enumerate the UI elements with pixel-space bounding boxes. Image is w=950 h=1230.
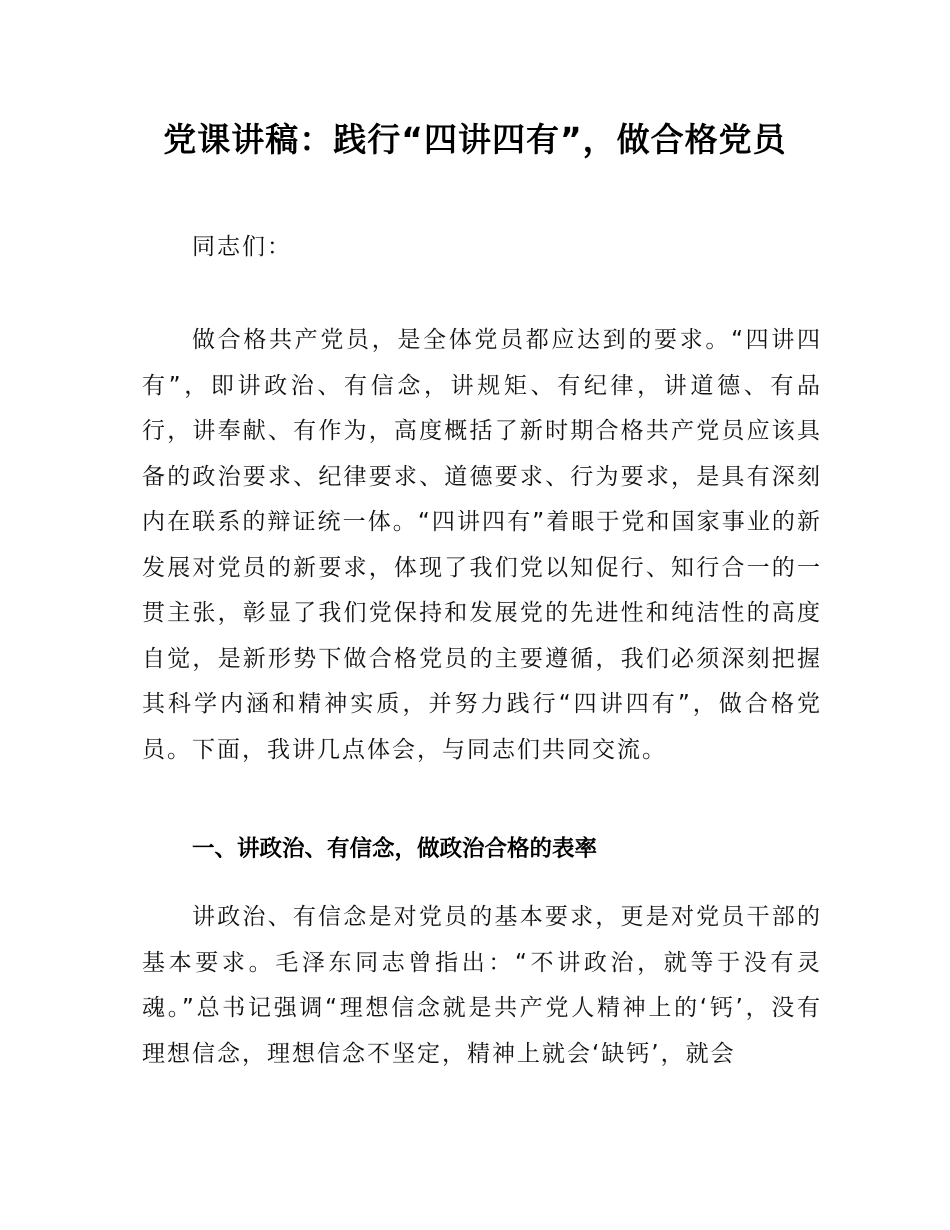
document-title: 党课讲稿：践行“四讲四有”，做合格党员 bbox=[163, 120, 787, 159]
greeting: 同志们： bbox=[192, 234, 292, 260]
section-heading-1: 一、讲政治、有信念，做政治合格的表率 bbox=[192, 836, 598, 862]
paragraph-intro: 做合格共产党员，是全体党员都应达到的要求。“四讲四有”，即讲政治、有信念，讲规矩、有纪律，讲道德、有品行，讲奉献、有作为，高度概括了新时期合格共产党员应该具备的政治要求、纪律要求、道德要求、行为要求，是具有深刻内在联系的辩证统一体。“四讲四有”着眼于党和国家事业的新发展对党员的新要求，体现了我们党以知促行、知行合一的一贯主张，彰显了我们党保持和发展党的先进性和纯洁性的高度自觉，是新形势下做合格党员的主要遵循，我们必须深刻把握其科学内涵和精神实质，并努力践行“四讲四有”，做合格党员。下面，我讲几点体会，与同志们共同交流。 bbox=[142, 327, 822, 763]
paragraph-section-1: 讲政治、有信念是对党员的基本要求，更是对党员干部的基本要求。毛泽东同志曾指出：“不讲政治，就等于没有灵魂。”总书记强调“理想信念就是共产党人精神上的‘钙’，没有理想信念，理想信念不坚定，精神上就会‘缺钙’，就会 bbox=[142, 904, 822, 1067]
